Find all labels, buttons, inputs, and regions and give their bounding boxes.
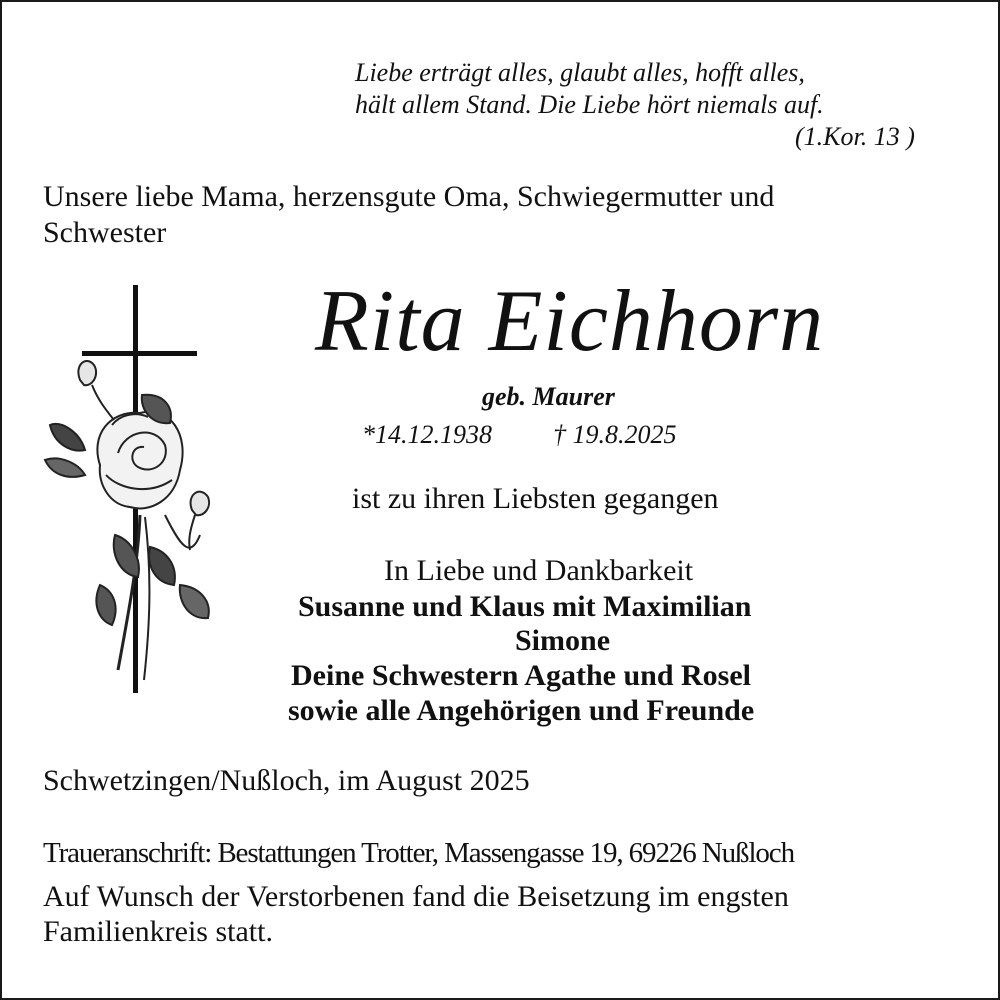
mourners-line-1: Susanne und Klaus mit Maximilian bbox=[298, 590, 752, 623]
maiden-name: geb. Maurer bbox=[482, 382, 615, 411]
cross-rose-artwork bbox=[40, 285, 225, 695]
mourners-line-2: Simone bbox=[515, 624, 611, 657]
death-date: † 19.8.2025 bbox=[553, 420, 677, 449]
passing-statement: ist zu ihren Liebsten gegangen bbox=[352, 482, 719, 515]
verse-line-2: hält allem Stand. Die Liebe hört niemals auf. bbox=[355, 90, 824, 119]
mourners-line-3: Deine Schwestern Agathe und Rosel bbox=[291, 659, 752, 692]
mourners-line-4: sowie alle Angehörigen und Freunde bbox=[288, 694, 755, 727]
verse-line-1: Liebe erträgt alles, glaubt alles, hofft alles, bbox=[355, 58, 805, 87]
verse-source: (1.Kor. 13 ) bbox=[795, 122, 915, 151]
rose-icon bbox=[45, 361, 209, 680]
note-line-1: Auf Wunsch der Verstorbenen fand die Beisetzung im engsten bbox=[43, 880, 789, 913]
deceased-name: Rita Eichhorn bbox=[315, 273, 825, 370]
intro-line-2: Schwester bbox=[43, 216, 167, 249]
intro-line-1: Unsere liebe Mama, herzensgute Oma, Schwiegermutter und bbox=[43, 180, 775, 213]
place-date: Schwetzingen/Nußloch, im August 2025 bbox=[43, 764, 530, 797]
mourning-address: Traueranschrift: Bestattungen Trotter, Massengasse 19, 69226 Nußloch bbox=[43, 837, 794, 869]
mourners-intro: In Liebe und Dankbarkeit bbox=[384, 554, 694, 587]
note-line-2: Familienkreis statt. bbox=[43, 915, 273, 948]
birth-date: *14.12.1938 bbox=[362, 420, 492, 449]
